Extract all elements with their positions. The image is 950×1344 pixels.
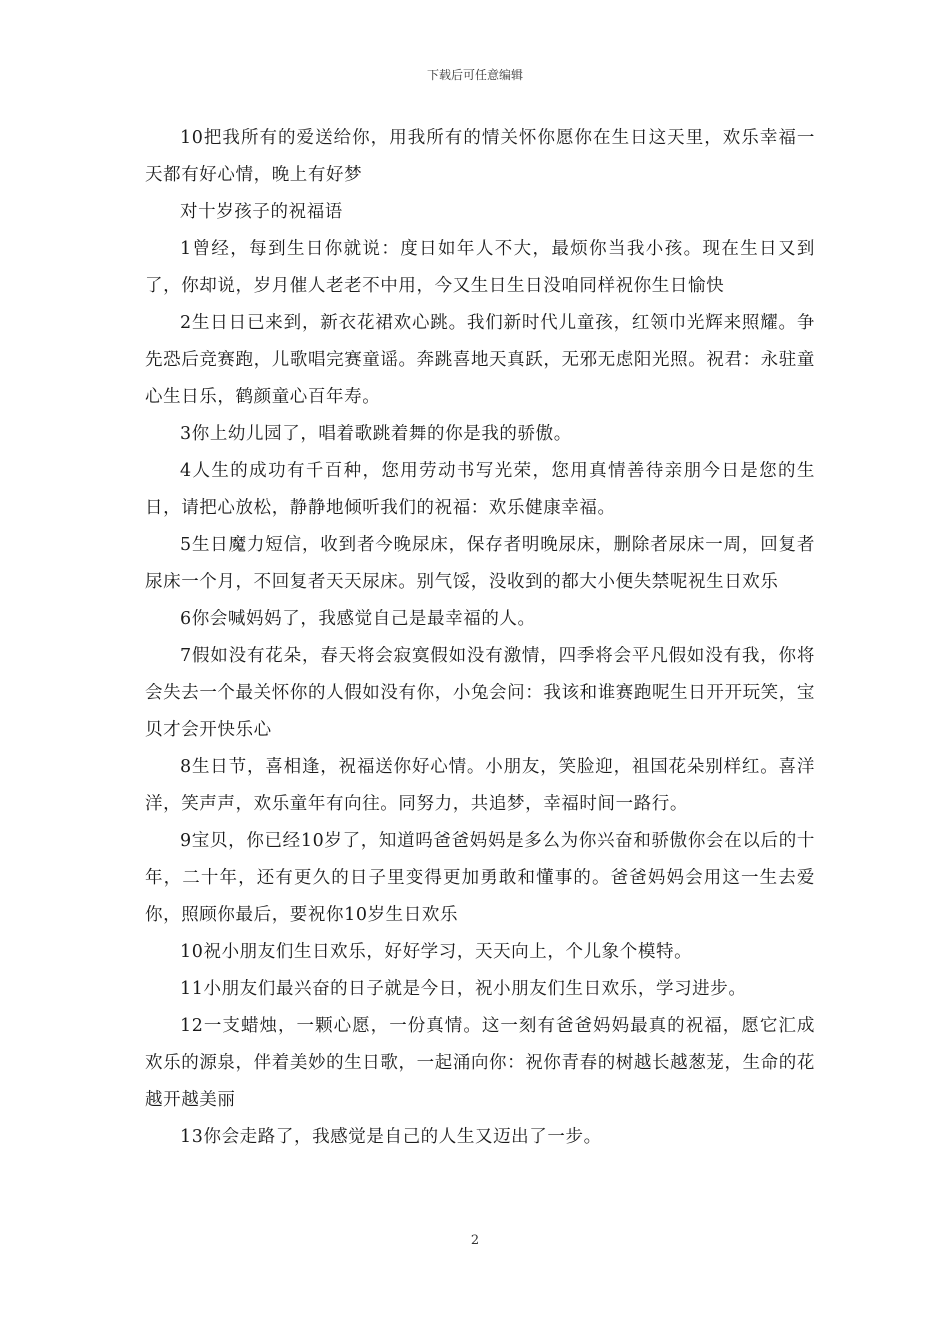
paragraph-wish-5: 5生日魔力短信，收到者今晚尿床，保存者明晚尿床，删除者尿床一周，回复者尿床一个月，不回复者天天尿床。别气馁，没收到的都大小便失禁呢祝生日欢乐 (145, 535, 815, 592)
paragraph-wish-7: 7假如没有花朵，春天将会寂寞假如没有激情，四季将会平凡假如没有我，你将会失去一个最关怀你的人假如没有你，小兔会问：我该和谁赛跑呢生日开开玩笑，宝贝才会开快乐心 (145, 646, 815, 740)
paragraph-wish-3: 3你上幼儿园了，唱着歌跳着舞的你是我的骄傲。 (180, 424, 572, 444)
paragraph-wish-9: 9宝贝，你已经10岁了，知道吗爸爸妈妈是多么为你兴奋和骄傲你会在以后的十年，二十年，还有更久的日子里变得更加勇敢和懂事的。爸爸妈妈会用这一生去爱你，照顾你最后，要祝你10岁生日欢乐 (145, 831, 815, 925)
page-number: 2 (470, 1233, 480, 1248)
paragraph-wish-11: 11小朋友们最兴奋的日子就是今日，祝小朋友们生日欢乐，学习进步。 (180, 979, 747, 999)
section-heading: 对十岁孩子的祝福语 (180, 202, 343, 222)
paragraph-wish-1: 1曾经，每到生日你就说：度日如年人不大，最烦你当我小孩。现在生日又到了，你却说，岁月催人老老不中用，今又生日生日没咱同样祝你生日愉快 (145, 239, 815, 296)
paragraph-wish-4: 4人生的成功有千百种，您用劳动书写光荣，您用真情善待亲朋今日是您的生日，请把心放松，静静地倾听我们的祝福：欢乐健康幸福。 (145, 461, 815, 518)
paragraph-wish-13: 13你会走路了，我感觉是自己的人生又迈出了一步。 (180, 1127, 602, 1147)
document-body (145, 120, 815, 1156)
paragraph-wish-6: 6你会喊妈妈了，我感觉自己是最幸福的人。 (180, 609, 536, 629)
page-header: 下载后可任意编辑 (426, 68, 523, 82)
paragraph-wish-10: 10祝小朋友们生日欢乐，好好学习，天天向上，个儿象个模特。 (180, 942, 693, 962)
paragraph-wish-10-love: 10把我所有的爱送给你，用我所有的情关怀你愿你在生日这天里，欢乐幸福一天都有好心情，晚上有好梦 (145, 128, 815, 185)
paragraph-wish-8: 8生日节，喜相逢，祝福送你好心情。小朋友，笑脸迎，祖国花朵别样红。喜洋洋，笑声声，欢乐童年有向往。同努力，共追梦，幸福时间一路行。 (145, 757, 815, 814)
paragraph-wish-12: 12一支蜡烛，一颗心愿，一份真情。这一刻有爸爸妈妈最真的祝福，愿它汇成欢乐的源泉，伴着美妙的生日歌，一起涌向你：祝你青春的树越长越葱茏，生命的花越开越美丽 (145, 1016, 815, 1110)
paragraph-wish-2: 2生日日已来到，新衣花裙欢心跳。我们新时代儿童孩，红领巾光辉来照耀。争先恐后竞赛跑，儿歌唱完赛童谣。奔跳喜地天真跃，无邪无虑阳光照。祝君：永驻童心生日乐，鹤颜童心百年寿。 (145, 313, 815, 407)
